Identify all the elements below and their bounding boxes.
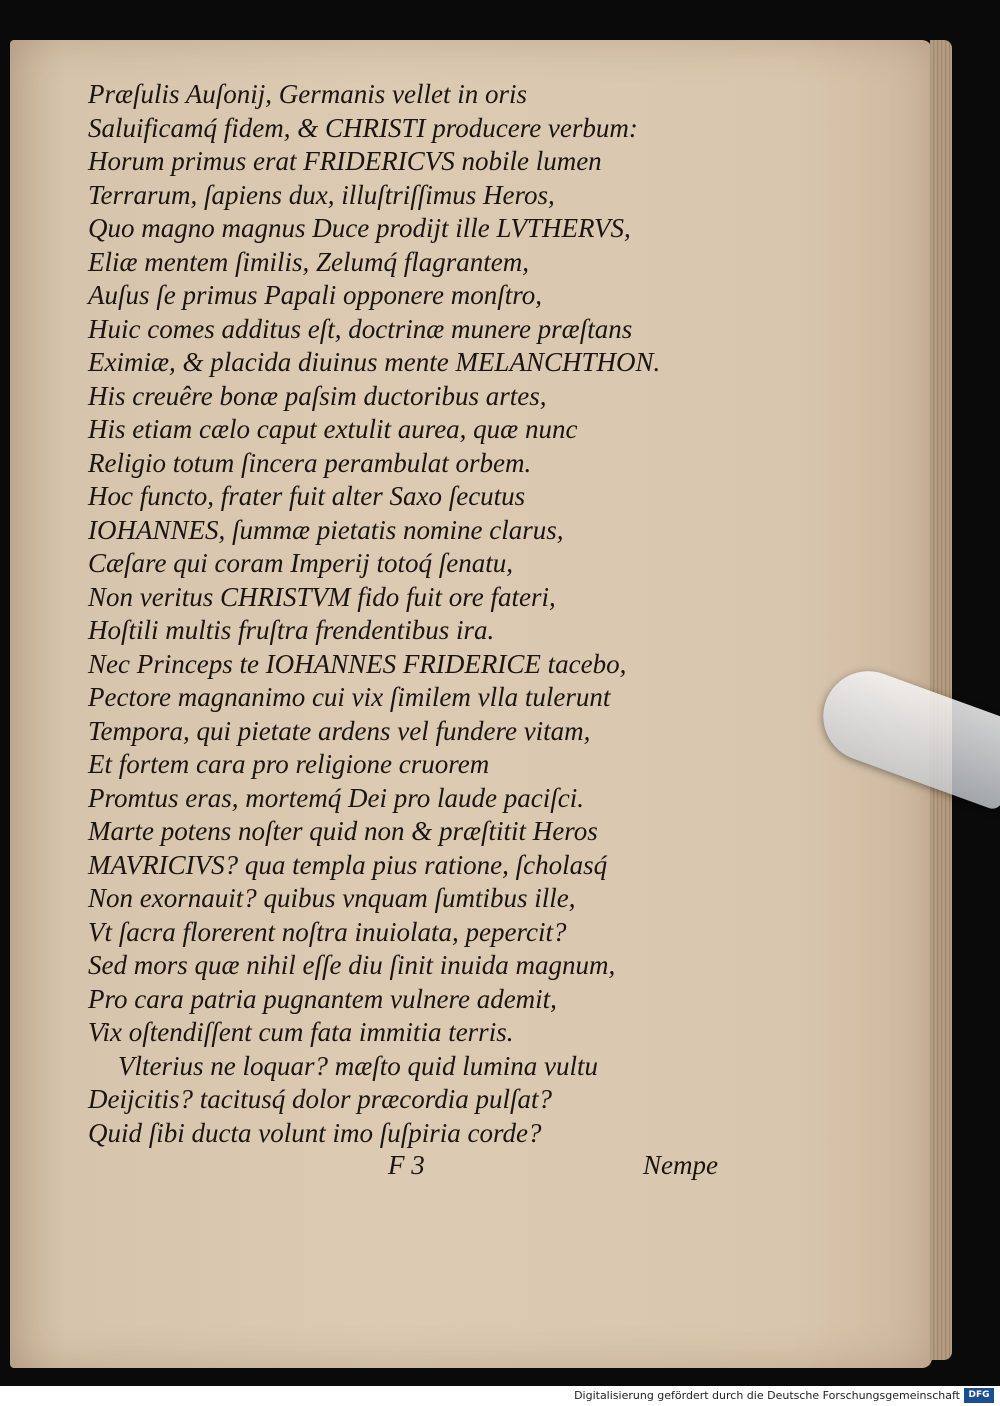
text-line: Marte potens noſter quid non & præſtitit Heros [88, 816, 598, 846]
text-line: Quid ſibi ducta volunt imo ſuſpiria corde? [88, 1117, 542, 1148]
text-line: His etiam cælo caput extulit aurea, quæ nunc [88, 414, 578, 444]
text-line: Sed mors quæ nihil eſſe diu ſinit inuida magnum, [88, 950, 616, 980]
text-line: Vix oſtendiſſent cum fata immitia terris. [88, 1017, 514, 1047]
text-line: Non veritus CHRISTVM fido fuit ore fateri, [88, 581, 556, 612]
poem-text [88, 78, 728, 1150]
catchword: Nempe [643, 1150, 718, 1180]
text-line: Quo magno magnus Duce prodijt ille LVTHERVS, [88, 213, 631, 243]
text-line: Auſus ſe primus Papali opponere monſtro, [88, 280, 542, 310]
text-line: Et fortem cara pro religione cruorem [88, 749, 490, 779]
text-line: Hoc functo, frater fuit alter Saxo ſecutus [88, 481, 526, 511]
text-line: His creuêre bonæ paſsim ductoribus artes, [88, 380, 547, 411]
text-line: IOHANNES, ſummæ pietatis nomine clarus, [88, 514, 564, 545]
text-line: Deijcitis? tacitusq́ dolor præcordia pulſat? [88, 1084, 552, 1114]
text-line: Huic comes additus eſt, doctrinæ munere præſtans [88, 313, 633, 344]
text-line: Saluificamq́ fidem, & CHRISTI producere verbum: [88, 112, 638, 143]
dfg-logo-icon[interactable]: DFG [964, 1388, 994, 1403]
text-line: Tempora, qui pietate ardens vel fundere vitam, [88, 715, 591, 746]
text-line: Pro cara patria pugnantem vulnere ademit, [88, 983, 557, 1014]
text-line: Pectore magnanimo cui vix ſimilem vlla tulerunt [88, 682, 611, 712]
text-line: Nec Princeps te IOHANNES FRIDERICE tacebo, [88, 648, 627, 679]
text-line: Eliæ mentem ſimilis, Zelumq́ flagrantem, [88, 246, 529, 277]
text-line: Hoſtili multis fruſtra frendentibus ira. [88, 615, 495, 645]
text-line: Vlterius ne loquar? mæſto quid lumina vultu [118, 1050, 598, 1081]
text-line: Cæſare qui coram Imperij totoq́ ſenatu, [88, 548, 513, 578]
text-line: Non exornauit? quibus vnquam ſumtibus ille, [88, 883, 576, 913]
text-line: Horum primus erat FRIDERICVS nobile lumen [88, 146, 602, 176]
signature-mark: F 3 [388, 1150, 425, 1180]
credit-text: Digitalisierung gefördert durch die Deutsche Forschungsgemeinschaft [574, 1389, 960, 1402]
text-line: Religio totum ſincera perambulat orbem. [88, 447, 532, 478]
text-line: MAVRICIVS? qua templa pius ratione, ſcholasq́ [88, 849, 608, 880]
text-line: Præſulis Auſonij, Germanis vellet in oris [88, 79, 528, 109]
text-line: Promtus eras, mortemq́ Dei pro laude paciſci. [88, 782, 584, 813]
credit-bar [0, 1386, 1000, 1406]
text-line: Terrarum, ſapiens dux, illuſtriſſimus Heros, [88, 179, 555, 210]
page-footer [88, 1150, 728, 1184]
text-line: Eximiæ, & placida diuinus mente MELANCHTHON. [88, 347, 661, 377]
text-line: Vt ſacra florerent noſtra inuiolata, pepercit? [88, 916, 567, 947]
